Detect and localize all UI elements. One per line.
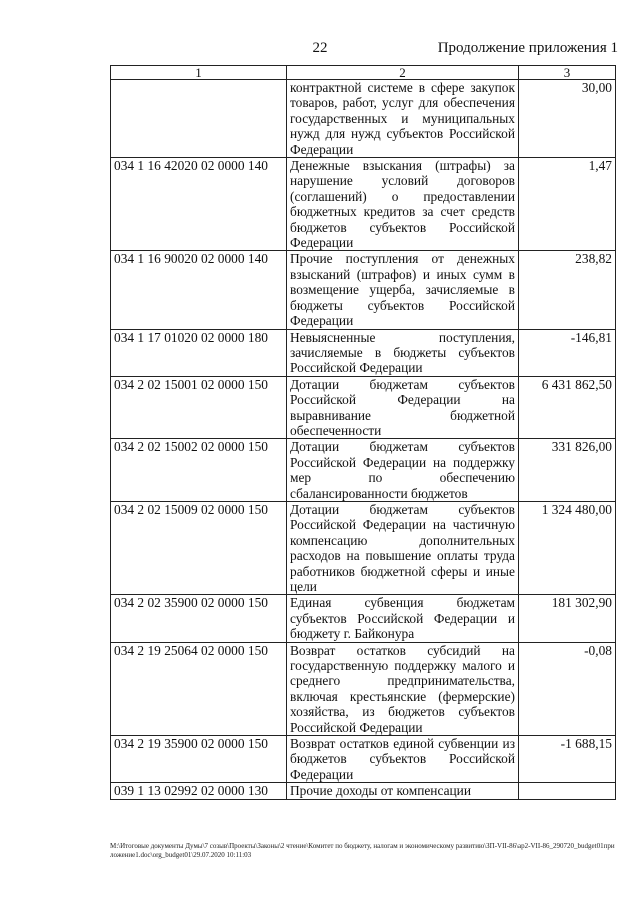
page-number: 22 [312, 40, 328, 56]
amount: 1 324 480,00 [519, 501, 616, 594]
income-description: Дотации бюджетам субъектов Российской Федерации на поддержку мер по обеспечению сбалансированности бюджетов [287, 439, 519, 502]
amount: -1 688,15 [519, 736, 616, 783]
amount [519, 783, 616, 799]
table-row [111, 439, 616, 502]
budget-code: 034 1 17 01020 02 0000 180 [111, 329, 287, 376]
income-description: Возврат остатков субсидий на государственную поддержку малого и среднего предпринимательства, включая крестьянские (фермерские) хозяйства, из бюджетов субъектов Российской Федерации [287, 642, 519, 735]
budget-code: 034 1 16 90020 02 0000 140 [111, 251, 287, 329]
amount: 6 431 862,50 [519, 376, 616, 439]
income-description: Дотации бюджетам субъектов Российской Федерации на выравнивание бюджетной обеспеченности [287, 376, 519, 439]
table-row [111, 501, 616, 594]
table-row [111, 329, 616, 376]
income-description: Прочие поступления от денежных взысканий (штрафов) и иных сумм в возмещение ущерба, зачисляемые в бюджеты субъектов Российской Федерации [287, 251, 519, 329]
column-header: 2 [287, 66, 519, 80]
income-description: Денежные взыскания (штрафы) за нарушение условий договоров (соглашений) о предоставлении бюджетных кредитов за счет средств бюджетов субъектов Российской Федерации [287, 158, 519, 251]
amount: 331 826,00 [519, 439, 616, 502]
income-description: Единая субвенция бюджетам субъектов Российской Федерации и бюджету г. Байконура [287, 595, 519, 642]
budget-code: 034 1 16 42020 02 0000 140 [111, 158, 287, 251]
table-header-row [111, 66, 616, 80]
budget-table [110, 65, 616, 800]
table-row [111, 642, 616, 735]
income-description: Прочие доходы от компенсации [287, 783, 519, 799]
table-row [111, 376, 616, 439]
budget-code: 034 2 02 35900 02 0000 150 [111, 595, 287, 642]
amount: 1,47 [519, 158, 616, 251]
table-row [111, 783, 616, 799]
budget-code: 034 2 02 15002 02 0000 150 [111, 439, 287, 502]
amount: 181 302,90 [519, 595, 616, 642]
amount: 238,82 [519, 251, 616, 329]
budget-code: 034 2 19 35900 02 0000 150 [111, 736, 287, 783]
table-row [111, 595, 616, 642]
income-description: контрактной системе в сфере закупок товаров, работ, услуг для обеспечения государственных и муниципальных нужд для нужд субъектов Российской Федерации [287, 80, 519, 158]
table-row [111, 251, 616, 329]
amount: -0,08 [519, 642, 616, 735]
budget-code [111, 80, 287, 158]
income-description: Дотации бюджетам субъектов Российской Федерации на частичную компенсацию дополнительных расходов на повышение оплаты труда работников бюджетной сферы и иные цели [287, 501, 519, 594]
amount: 30,00 [519, 80, 616, 158]
continuation-label: Продолжение приложения 1 [437, 40, 618, 56]
file-path-footer: M:\Итоговые документы Думы\7 созыв\Проекты\Законы\2 чтение\Комитет по бюджету, налогам и экономическому развитию\ЗП-VII-86\ap2-VII-86_290720_budget01приложение1.doc\org_budget01\29.07.2020 10:11:03 [110, 842, 615, 859]
table-row [111, 736, 616, 783]
table-row [111, 158, 616, 251]
budget-code: 034 2 19 25064 02 0000 150 [111, 642, 287, 735]
budget-code: 039 1 13 02992 02 0000 130 [111, 783, 287, 799]
income-description: Невыясненные поступления, зачисляемые в бюджеты субъектов Российской Федерации [287, 329, 519, 376]
income-description: Возврат остатков единой субвенции из бюджетов субъектов Российской Федерации [287, 736, 519, 783]
budget-code: 034 2 02 15001 02 0000 150 [111, 376, 287, 439]
column-header: 1 [111, 66, 287, 80]
budget-code: 034 2 02 15009 02 0000 150 [111, 501, 287, 594]
column-header: 3 [519, 66, 616, 80]
amount: -146,81 [519, 329, 616, 376]
table-row [111, 80, 616, 158]
